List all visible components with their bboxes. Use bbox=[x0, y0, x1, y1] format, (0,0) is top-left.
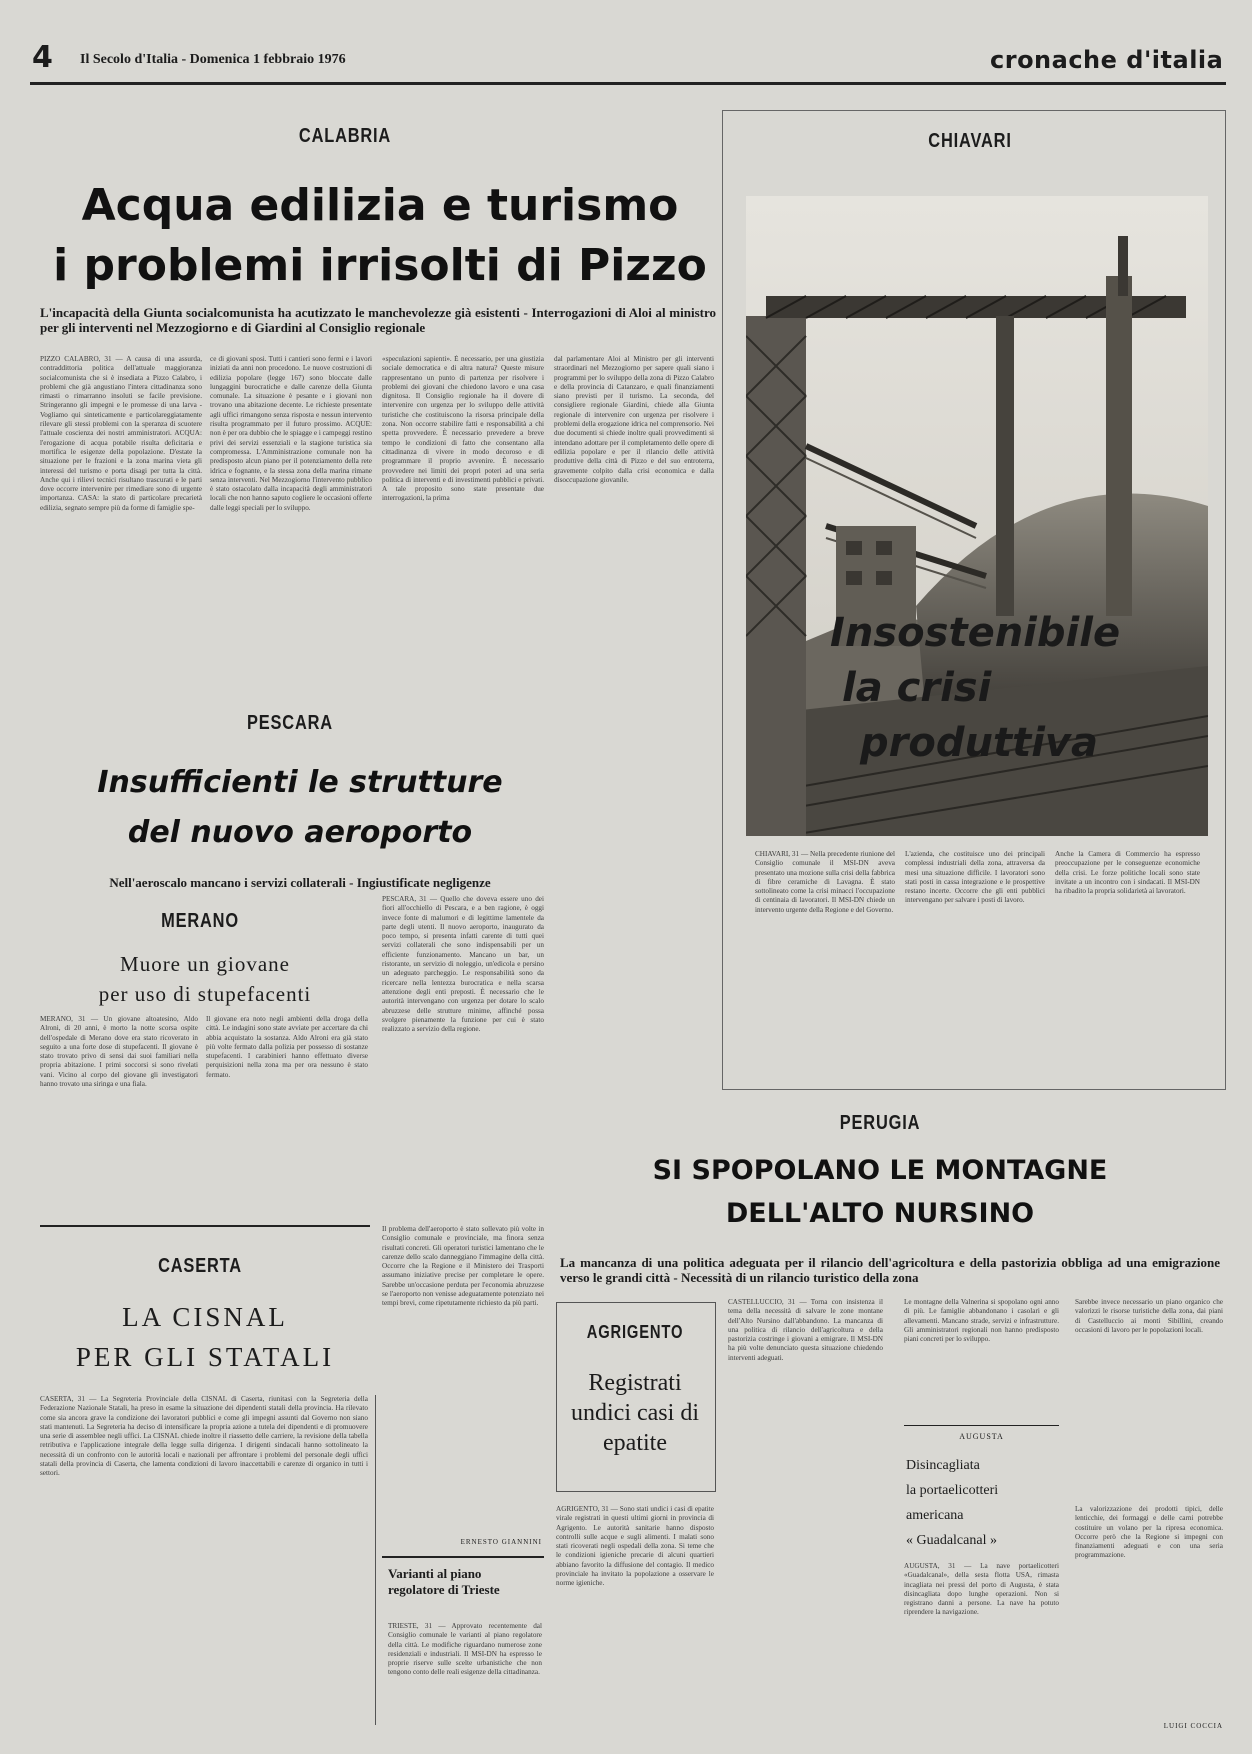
divider-trieste-top bbox=[382, 1556, 544, 1558]
augusta-region-label: AUGUSTA bbox=[959, 1432, 1004, 1441]
chiavari-col-3: Anche la Camera di Commercio ha espresso preoccupazione per le conseguenze economiche della crisi. Le forze politiche locali sono state invitate a un incontro con i sindacati. Il MSI-DN ha ribadito la propria solidarietà ai lavoratori. bbox=[1055, 850, 1200, 896]
section-title: cronache d'italia bbox=[990, 46, 1224, 74]
calabria-col-4: dal parlamentare Aloi al Ministro per gli interventi straordinari nel Mezzogiorno per sapere quali siano i programmi per lo sviluppo della zona di Pizzo Calabro e della provincia di Catanzaro, e quali finanziamenti siano previsti per il turismo. La seconda, del consigliere regionale Giardini, chiede alla Giunta regionale di intervenire con urgenza per risolvere i problemi della erogazione idrica nel comprensorio. Nei due documenti si chiede inoltre quali provvedimenti si intendano adottare per il completamento delle opere di edilizia popolare e per il rilancio delle attività produttive della città di Pizzo e del suo entroterra, gravemente colpito dalla crisi economica e dalla disoccupazione giovanile. bbox=[554, 355, 714, 484]
pescara-headline-2: del nuovo aeroporto bbox=[127, 815, 473, 850]
header-rule bbox=[30, 82, 1226, 85]
trieste-byline: ERNESTO GIANNINI bbox=[460, 1538, 542, 1546]
merano-col-2: Il giovane era noto negli ambienti della droga della città. Le indagini sono state avviate per accertare da chi abbia acquistato la sostanza. Aldo Alroni era già stato più volte fermato dalla polizia per possesso di sostanze stupefacenti. I carabinieri hanno effettuato diverse perquisizioni nella zona ma per ora nessuno è stato fermato. bbox=[206, 1015, 368, 1079]
pescara-col-1: PESCARA, 31 — Quello che doveva essere uno dei fiori all'occhiello di Pescara, e a ben ragione, è oggi invece fonte di malumori e di legittime lamentele da parte degli utenti. Il nuovo aeroporto, inaugurato da poco tempo, si presenta infatti carente di tutti quei servizi collaterali che sono indispensabili per un efficiente funzionamento. Mancano un bar, un ristorante, un servizio di noleggio, un'edicola e persino un adeguato parcheggio. Le responsabilità sono da ricercare nella lentezza burocratica e nella scarsa attenzione degli enti preposti. È necessario che le autorità intervengano con urgenza per dotare lo scalo abruzzese delle strutture minime, affinché possa svolgere pienamente la funzione per cui è stato realizzato a servizio della regione. bbox=[382, 895, 544, 1034]
augusta-headline-4: « Guadalcanal » bbox=[906, 1533, 997, 1548]
caserta-headline-2: PER GLI STATALI bbox=[75, 1342, 335, 1372]
calabria-headline-2: i problemi irrisolti di Pizzo bbox=[53, 240, 707, 291]
calabria-subhead: L'incapacità della Giunta socialcomunista ha acutizzato le manchevolezze già esistenti - Interrogazioni di Aloi al ministro per gli interventi nel Mezzogiorno e di Giardini al Consiglio regionale bbox=[40, 305, 716, 335]
perugia-col-2: Le montagne della Valnerina si spopolano ogni anno di più. Le famiglie abbandonano i casolari e gli allevamenti. Mancano strade, servizi e infrastrutture. Gli amministratori regionali non hanno predisposto piani concreti per lo sviluppo. bbox=[904, 1298, 1059, 1344]
calabria-headline-1: Acqua edilizia e turismo bbox=[81, 180, 679, 231]
divider-caserta-top bbox=[40, 1225, 370, 1227]
trieste-headline: Varianti al piano regolatore di Trieste bbox=[388, 1566, 500, 1597]
perugia-headline-1: SI SPOPOLANO LE MONTAGNE bbox=[652, 1155, 1108, 1186]
perugia-col-1: CASTELLUCCIO, 31 — Torna con insistenza il tema della necessità di salvare le zone montane dell'Alto Nursino dall'abbandono. La mancanza di una politica di rilancio dell'agricoltura e della pastorizia costringe i giovani a emigrare. Il MSI-DN ha più volte denunciato questa situazione chiedendo interventi adeguati. bbox=[728, 1298, 883, 1362]
calabria-col-1: PIZZO CALABRO, 31 — A causa di una assurda, contraddittoria politica dell'attuale maggioranza socialcomunista che si è insediata a Pizzo Calabro, i problemi che già angustiano l'intera cittadinanza sono rimasti o rimarranno insoluti se facile previsione. Stringeranno gli impegni e le promesse di una larva - Vogliamo qui sinteticamente e particolareggiatamente rilevare gli stessi problemi con la speranza di scuotere l'attuale coscienza dei nostri amministratori. ACQUA: l'erogazione di acqua potabile risulta deficitaria e mortifica le esigenze della popolazione. D'estate la situazione per le frazioni e la zona marina vieta gli interessi del turismo e porta disagi per tutta la città. Anche qui i rilievi tecnici risultano trascurati e le parti dove occorre intervenire per rimediare sono di urgente importanza. CASA: la stato di particolare precarietà edilizia, segnato sempre più da forme di famiglie spe- bbox=[40, 355, 202, 512]
perugia-subhead: La mancanza di una politica adeguata per il rilancio dell'agricoltura e della pastorizia obbliga ad una emigrazione verso le grandi città - Necessità di un rilancio turistico della zona bbox=[560, 1255, 1220, 1285]
chiavari-col-2: L'azienda, che costituisce uno dei principali complessi industriali della zona, attraversa da mesi una situazione difficile. I lavoratori sono stati posti in cassa integrazione e le prospettive restano incerte. Occorre che gli enti pubblici intervengano per salvare i posti di lavoro. bbox=[905, 850, 1045, 905]
divider-augusta-top bbox=[904, 1425, 1059, 1426]
col-divider-left bbox=[375, 1395, 376, 1725]
calabria-region-label: CALABRIA bbox=[298, 125, 392, 147]
chiavari-photo-caption-2: la crisi bbox=[842, 665, 992, 711]
augusta-headline-1: Disincagliata bbox=[906, 1458, 980, 1473]
perugia-headline-2: DELL'ALTO NURSINO bbox=[725, 1198, 1035, 1229]
caserta-headline-1: LA CISNAL bbox=[122, 1302, 288, 1332]
chiavari-col-1: CHIAVARI, 31 — Nella precedente riunione del Consiglio comunale il MSI-DN aveva presentato una mozione sulla crisi della fabbrica di fibre ceramiche di Lavagna. È stato sottolineato come la crisi minacci l'occupazione di centinaia di lavoratori. Il MSI-DN chiede un intervento urgente della Regione e del Governo. bbox=[755, 850, 895, 914]
agrigento-region-label: AGRIGENTO bbox=[586, 1322, 684, 1342]
dateline: Il Secolo d'Italia - Domenica 1 febbraio 1976 bbox=[80, 52, 346, 67]
perugia-col-3: Sarebbe invece necessario un piano organico che valorizzi le risorse turistiche della zona, dai piani di Castelluccio ai monti Sibillini, creando occasioni di lavoro per le popolazioni locali. bbox=[1075, 1298, 1223, 1334]
chiavari-region-label: CHIAVARI bbox=[928, 130, 1012, 152]
page-number: 4 bbox=[32, 40, 53, 75]
augusta-headline-3: americana bbox=[906, 1508, 964, 1523]
caserta-body: CASERTA, 31 — La Segreteria Provinciale della CISNAL di Caserta, riunitasi con la Segreteria della Federazione Nazionale Statali, ha preso in esame la situazione dei dipendenti statali della provincia. Ha rilevato come sia ancora grave la condizione dei lavoratori pubblici e come gli impegni assunti dal Governo non siano stati mantenuti. La Segreteria ha deciso di intensificare la propria azione a tutela dei dipendenti e di promuovere una serie di assemblee negli uffici. La CISNAL chiede inoltre il riassetto delle carriere, la revisione della tabella retributiva e l'applicazione integrale della legge sulla dirigenza. I dirigenti sindacali hanno sottolineato la necessità di un confronto con le autorità locali e nazionali per affrontare i problemi del personale degli uffici statali della provincia di Caserta, che lamenta condizioni di lavoro inaccettabili e carenze di organico in tutti i settori. bbox=[40, 1395, 368, 1478]
trieste-body: TRIESTE, 31 — Approvato recentemente dal Consiglio comunale le varianti al piano regolatore della città. Le modifiche riguardano numerose zone residenziali e industriali. Il MSI-DN ha espresso le proprie riserve sulle scelte urbanistiche che non tengono conto delle reali esigenze della cittadinanza. bbox=[388, 1622, 542, 1677]
calabria-col-2: ce di giovani sposi. Tutti i cantieri sono fermi e i lavori iniziati da anni non procedono. Le nuove costruzioni di edilizia popolare (legge 167) sono bloccate dalle lungaggini burocratiche e dalle carenze della Giunta comunale. La situazione è pesante e i giovani non trovano una abitazione decente. Le richieste presentate agli uffici rimangono senza risposta e nessun intervento risulta programmato per il futuro prossimo. ACQUE: non è per ora dubbio che le spiagge e i campeggi restino privi dei servizi essenziali e la stagione turistica sia compromessa. L'Amministrazione comunale non ha predisposto alcun piano per il potenziamento della rete idrica e fognante, e la stessa zona della marina rimane senza interventi. Nel Mezzogiorno l'intervento pubblico è stato ostacolato dalla incapacità degli amministratori locali che non hanno saputo cogliere le occasioni offerte dalle leggi speciali per lo sviluppo. bbox=[210, 355, 372, 512]
chiavari-photo-caption-3: produttiva bbox=[860, 720, 1098, 766]
augusta-headline-2: la portaelicotteri bbox=[906, 1483, 999, 1498]
merano-region-label: MERANO bbox=[161, 910, 239, 932]
perugia-region-label: PERUGIA bbox=[839, 1112, 921, 1134]
pescara-region-label: PESCARA bbox=[247, 712, 333, 734]
caserta-region-label: CASERTA bbox=[158, 1255, 242, 1277]
merano-headline-2: per uso di stupefacenti bbox=[98, 982, 312, 1006]
pescara-headline-1: Insufficienti le strutture bbox=[97, 765, 503, 800]
augusta-body: AUGUSTA, 31 — La nave portaelicotteri «Guadalcanal», della sesta flotta USA, rimasta incagliata nei pressi del porto di Augusta, è stata disincagliata dopo lunghe operazioni. Non si registrano danni a persone. La nave ha potuto riprendere la navigazione. bbox=[904, 1562, 1059, 1617]
agrigento-headline: Registrati undici casi di epatite bbox=[571, 1370, 699, 1456]
pescara-subhead: Nell'aeroscalo mancano i servizi collaterali - Ingiustificate negligenze bbox=[109, 875, 491, 890]
merano-col-1: MERANO, 31 — Un giovane altoatesino, Aldo Alroni, di 20 anni, è morto la notte scorsa ospite dell'ospedale di Merano dove era stato ricoverato in seguito a una forte dose di stupefacenti. Il giovane è stato trovato privo di sensi dai suoi familiari nella propria abitazione. I primi soccorsi si sono rivelati vani. Vicino al corpo del giovane gli investigatori hanno trovato una siringa e una fiala. bbox=[40, 1015, 198, 1089]
perugia-byline: LUIGI COCCIA bbox=[1163, 1722, 1223, 1730]
chiavari-photo-caption-1: Insostenibile bbox=[830, 610, 1121, 656]
merano-headline-1: Muore un giovane bbox=[120, 952, 290, 976]
calabria-col-3: «speculazioni sapienti». È necessario, per una giustizia sociale democratica e di altra natura? Queste misure rappresentano un punto di partenza per risolvere i problemi dei giovani che chiedono lavoro e una casa dignitosa. Il Consiglio regionale ha il dovere di intervenire con urgenza per lo sviluppo delle attività turistiche che costituiscono la risorsa principale della zona. Non occorre stabilire fatti e responsabilità a chi spetta provvedere. È necessario prevedere a breve tempo le condizioni di fatto che consentano alla cittadinanza di vivere in modo decoroso e di programmare il proprio avvenire. È necessario provvedere nei limiti dei propri poteri ad una seria politica di interventi e di investimenti pubblici e privati. A tale proposito sono state presentate due interrogazioni, la prima bbox=[382, 355, 544, 503]
agrigento-body: AGRIGENTO, 31 — Sono stati undici i casi di epatite virale registrati in questi ultimi giorni in provincia di Agrigento. Le autorità sanitarie hanno disposto controlli sulle acque e sugli alimenti. I malati sono stati ricoverati negli ospedali della zona. Si teme che le condizioni igieniche precarie di alcuni quartieri abbiano favorito la diffusione del contagio. Il medico provinciale ha invitato la popolazione a osservare le norme igieniche. bbox=[556, 1505, 714, 1588]
perugia-col-4: La valorizzazione dei prodotti tipici, delle lenticchie, dei formaggi e delle carni potrebbe costituire un volano per la ripresa economica. Occorre però che la Regione si impegni con finanziamenti adeguati e con una seria programmazione. bbox=[1075, 1505, 1223, 1560]
pescara-col-2: Il problema dell'aeroporto è stato sollevato più volte in Consiglio comunale e provinciale, ma finora senza risultati concreti. Gli operatori turistici lamentano che le carenze dello scalo danneggiano l'immagine della città. Occorre che la Regione e il Ministero dei Trasporti assumano iniziative precise per completare le opere. Sarebbe un'occasione perduta per l'economia abruzzese se l'aeroporto non venisse adeguatamente potenziato nei tempi brevi, come ripetutamente richiesto da più parti. bbox=[382, 1225, 544, 1308]
